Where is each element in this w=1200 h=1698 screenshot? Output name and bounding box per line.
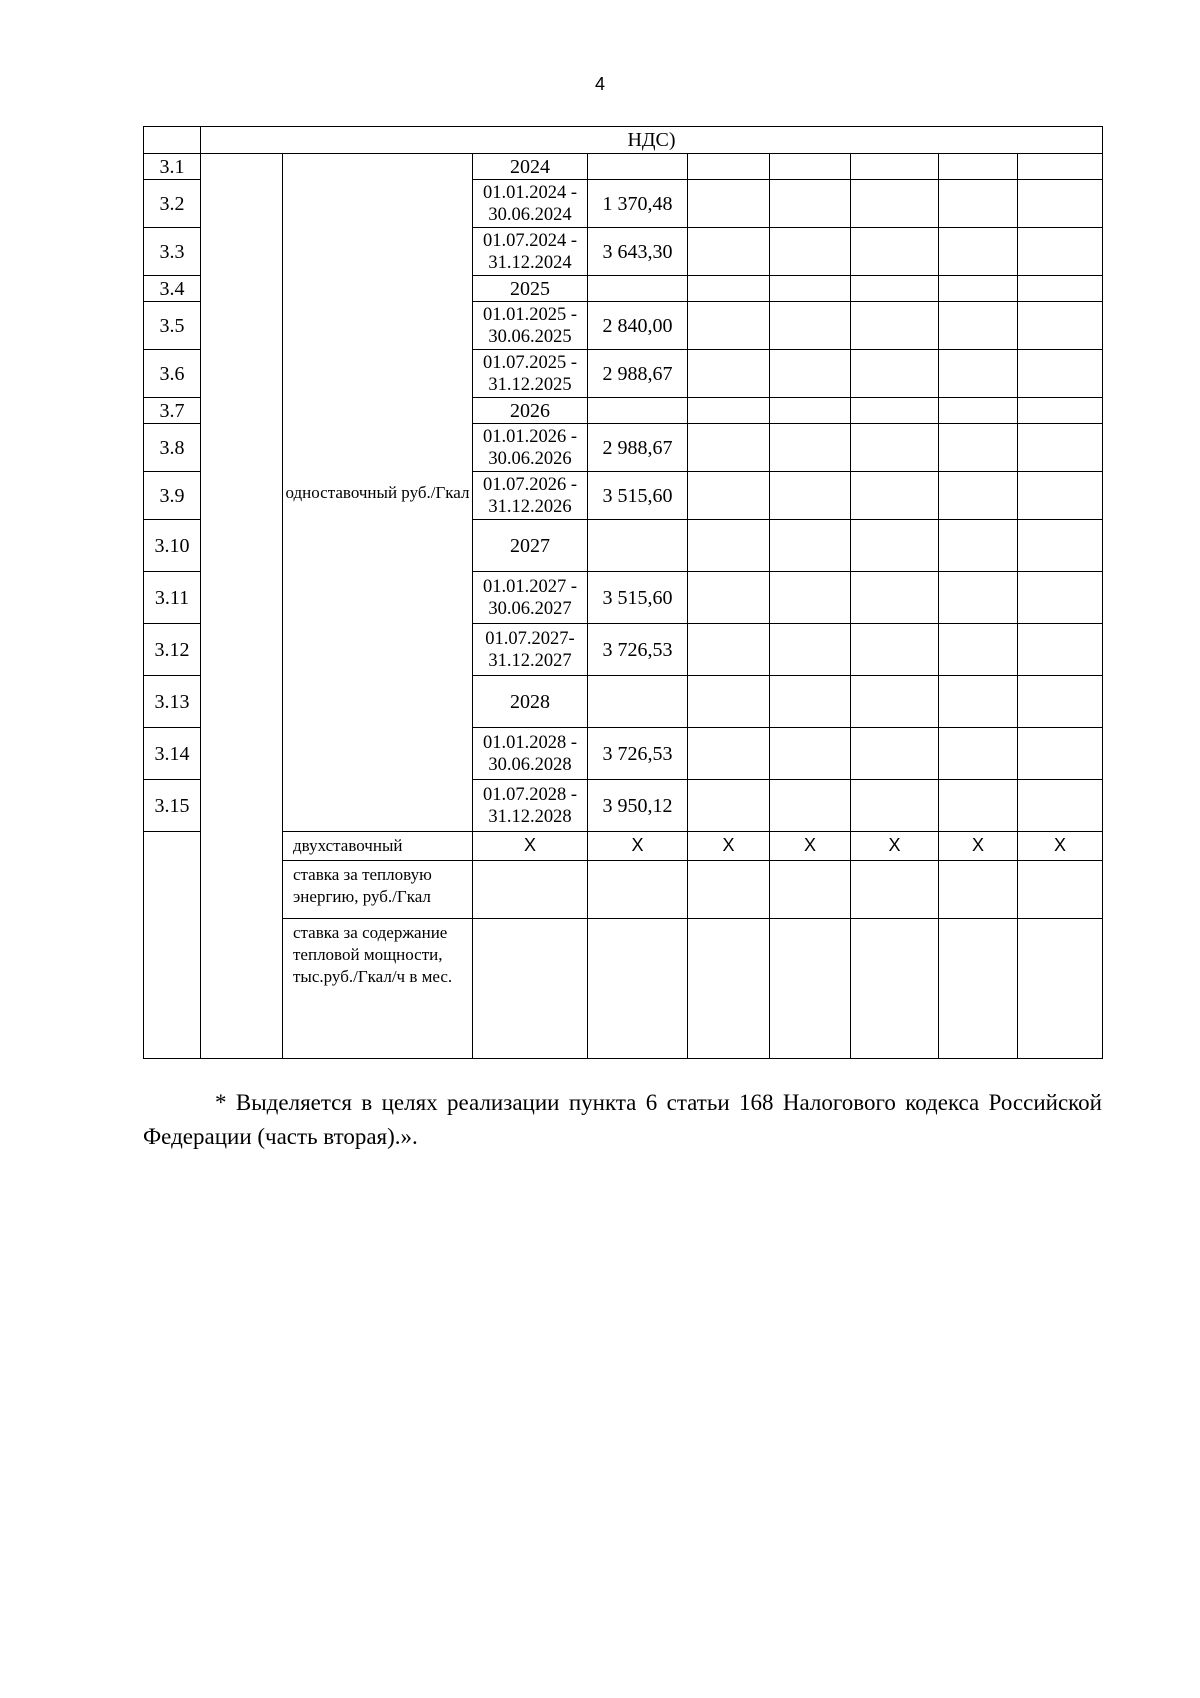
energy-rate-row [144, 861, 1103, 919]
table-cell [1018, 572, 1103, 624]
table-cell [1018, 780, 1103, 832]
period-cell: 2024 [473, 154, 588, 180]
table-cell [1018, 424, 1103, 472]
table-cell [1018, 276, 1103, 302]
page-number: 4 [594, 74, 605, 94]
table-cell [770, 676, 851, 728]
table-cell [688, 472, 770, 520]
x-mark: X [688, 832, 770, 861]
table-cell [1018, 472, 1103, 520]
table-cell [939, 350, 1018, 398]
table-cell [770, 919, 851, 1059]
x-mark: X [473, 832, 588, 861]
table-cell [588, 861, 688, 919]
footnote: * Выделяется в целях реализации пункта 6 статьи 168 Налогового кодекса Российской Федерации (часть вторая).». [143, 1090, 1102, 1149]
table-cell [688, 228, 770, 276]
row-number: 3.2 [144, 180, 201, 228]
table-cell [770, 350, 851, 398]
x-mark: X [1018, 832, 1103, 861]
table-cell [770, 572, 851, 624]
capacity-rate-label: ставка за содержание тепловой мощности, тыс.руб./Гкал/ч в мес. [283, 919, 473, 1059]
table-cell [770, 398, 851, 424]
table-cell [688, 276, 770, 302]
row-number: 3.11 [144, 572, 201, 624]
table-cell [851, 861, 939, 919]
period-cell: 2026 [473, 398, 588, 424]
table-cell [770, 276, 851, 302]
price-cell: 3 726,53 [588, 624, 688, 676]
table-cell [1018, 624, 1103, 676]
table-cell [688, 780, 770, 832]
period-cell: 01.07.2025 - 31.12.2025 [473, 350, 588, 398]
row-number: 3.12 [144, 624, 201, 676]
table-cell [144, 832, 201, 1059]
row-number: 3.14 [144, 728, 201, 780]
price-cell [588, 276, 688, 302]
table-cell [851, 154, 939, 180]
table-cell [770, 472, 851, 520]
row-number: 3.4 [144, 276, 201, 302]
table-cell [588, 919, 688, 1059]
table-cell [1018, 728, 1103, 780]
table-cell [939, 624, 1018, 676]
table-cell [939, 424, 1018, 472]
price-cell: 3 950,12 [588, 780, 688, 832]
price-cell: 1 370,48 [588, 180, 688, 228]
table-cell [939, 228, 1018, 276]
table-cell [473, 861, 588, 919]
price-cell: 3 515,60 [588, 572, 688, 624]
table-cell [770, 624, 851, 676]
energy-rate-label: ставка за тепловую энергию, руб./Гкал [283, 861, 473, 919]
table-cell [851, 624, 939, 676]
table-cell [144, 127, 201, 154]
table-cell [1018, 350, 1103, 398]
row-number: 3.3 [144, 228, 201, 276]
table-cell [939, 472, 1018, 520]
table-cell [688, 302, 770, 350]
table-cell [1018, 228, 1103, 276]
table-row [144, 154, 1103, 180]
table-cell [851, 398, 939, 424]
table-cell [851, 520, 939, 572]
table-cell [688, 424, 770, 472]
table-cell [939, 676, 1018, 728]
table-cell [770, 228, 851, 276]
table-cell [851, 302, 939, 350]
period-cell: 01.01.2025 - 30.06.2025 [473, 302, 588, 350]
price-cell: 2 840,00 [588, 302, 688, 350]
table-cell [851, 180, 939, 228]
table-cell [851, 472, 939, 520]
table-cell [851, 424, 939, 472]
table-cell [1018, 180, 1103, 228]
period-cell: 2028 [473, 676, 588, 728]
table-cell [688, 919, 770, 1059]
table-cell [851, 350, 939, 398]
table-cell [1018, 676, 1103, 728]
table-cell [688, 180, 770, 228]
table-cell [770, 861, 851, 919]
row-number: 3.5 [144, 302, 201, 350]
period-cell: 2027 [473, 520, 588, 572]
table-cell [688, 861, 770, 919]
x-mark: X [770, 832, 851, 861]
row-number: 3.9 [144, 472, 201, 520]
table-cell [939, 180, 1018, 228]
table-cell [688, 520, 770, 572]
price-cell: 3 643,30 [588, 228, 688, 276]
table-cell [851, 228, 939, 276]
table-cell [688, 398, 770, 424]
table-cell [1018, 154, 1103, 180]
table-cell [939, 728, 1018, 780]
row-number: 3.13 [144, 676, 201, 728]
table-cell [770, 728, 851, 780]
header-continuation: НДС) [201, 127, 1103, 154]
table-cell [688, 624, 770, 676]
price-cell: 3 515,60 [588, 472, 688, 520]
table-cell [851, 728, 939, 780]
x-mark: X [939, 832, 1018, 861]
table-cell [1018, 398, 1103, 424]
price-cell: 3 726,53 [588, 728, 688, 780]
table-cell [1018, 520, 1103, 572]
table-cell [1018, 919, 1103, 1059]
row-number: 3.7 [144, 398, 201, 424]
period-cell: 01.07.2026 - 31.12.2026 [473, 472, 588, 520]
table-cell [939, 572, 1018, 624]
period-cell: 01.01.2024 - 30.06.2024 [473, 180, 588, 228]
tariff-table [143, 126, 1103, 1059]
price-cell [588, 154, 688, 180]
table-cell [939, 520, 1018, 572]
table-cell [201, 154, 283, 1059]
table-cell [770, 302, 851, 350]
price-cell [588, 520, 688, 572]
table-cell [851, 780, 939, 832]
table-cell [770, 180, 851, 228]
table-cell [770, 780, 851, 832]
two-rate-row [144, 832, 1103, 861]
row-number: 3.6 [144, 350, 201, 398]
price-cell [588, 676, 688, 728]
row-number: 3.15 [144, 780, 201, 832]
period-cell: 01.07.2028 - 31.12.2028 [473, 780, 588, 832]
period-cell: 01.01.2026 - 30.06.2026 [473, 424, 588, 472]
single-rate-label: одноставочный руб./Гкал [283, 154, 473, 832]
header-continuation-row [144, 127, 1103, 154]
period-cell: 2025 [473, 276, 588, 302]
table-cell [688, 676, 770, 728]
table-cell [851, 276, 939, 302]
row-number: 3.8 [144, 424, 201, 472]
table-cell [1018, 302, 1103, 350]
table-cell [473, 919, 588, 1059]
table-cell [688, 350, 770, 398]
table-cell [939, 780, 1018, 832]
price-cell: 2 988,67 [588, 424, 688, 472]
table-cell [939, 276, 1018, 302]
table-cell [939, 154, 1018, 180]
row-number: 3.10 [144, 520, 201, 572]
table-cell [688, 728, 770, 780]
period-cell: 01.01.2028 - 30.06.2028 [473, 728, 588, 780]
table-cell [1018, 861, 1103, 919]
table-cell [851, 919, 939, 1059]
period-cell: 01.07.2024 - 31.12.2024 [473, 228, 588, 276]
table-cell [939, 919, 1018, 1059]
price-cell: 2 988,67 [588, 350, 688, 398]
period-cell: 01.07.2027- 31.12.2027 [473, 624, 588, 676]
x-mark: X [851, 832, 939, 861]
table-cell [851, 676, 939, 728]
x-mark: X [588, 832, 688, 861]
row-number: 3.1 [144, 154, 201, 180]
table-cell [688, 572, 770, 624]
table-cell [939, 302, 1018, 350]
table-cell [939, 398, 1018, 424]
table-cell [770, 520, 851, 572]
price-cell [588, 398, 688, 424]
table-cell [851, 572, 939, 624]
table-cell [688, 154, 770, 180]
table-cell [770, 154, 851, 180]
two-rate-label: двухставочный [283, 832, 473, 861]
table-cell [770, 424, 851, 472]
table-cell [939, 861, 1018, 919]
capacity-rate-row [144, 919, 1103, 1059]
period-cell: 01.01.2027 - 30.06.2027 [473, 572, 588, 624]
